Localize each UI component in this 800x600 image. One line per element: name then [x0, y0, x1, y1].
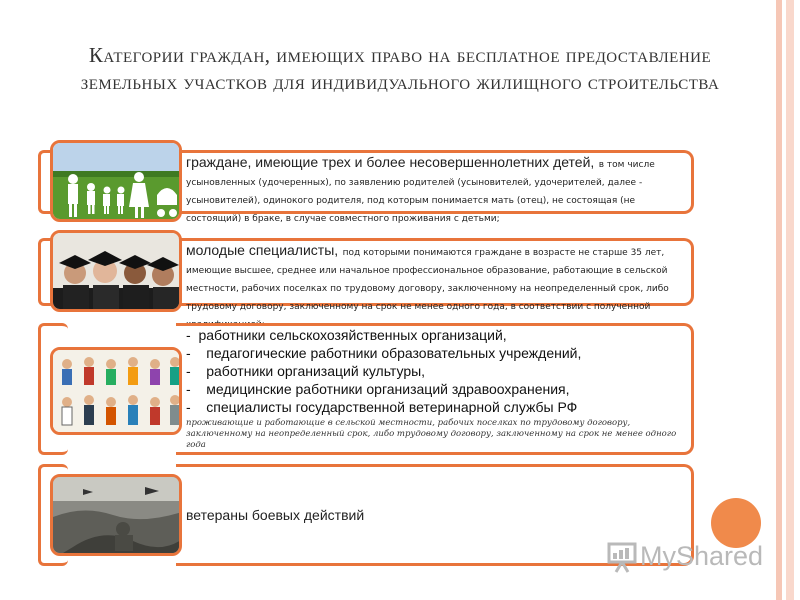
graduates-photo: [50, 230, 182, 312]
professions-illustration: [50, 347, 182, 435]
category-detail: под которыми понимаются граждане в возрасте не старше 35 лет, имеющие высшее, среднее или начальное профессиональное образование, работающие в сельской местности, рабочих поселках по трудовому договору, заключенному на неопределенный срок, либо трудовому договору, заключенному на срок не менее одного года, в соответствии с полученной: [186, 248, 669, 312]
veterans-photo: [50, 474, 182, 556]
presentation-board-icon: [606, 540, 640, 574]
list-item: - работники организаций культуры,: [186, 363, 426, 379]
decor-stripe: [786, 0, 794, 600]
decor-stripe: [776, 0, 782, 600]
slide-title: Категории граждан, имеющих право на бесплатное предоставление земельных участков для индивидуального жилищного строительства: [80, 43, 720, 94]
category-text: [186, 242, 690, 332]
category-list: [186, 326, 690, 451]
category-lead: молодые специалисты,: [186, 242, 339, 258]
family-photo: [50, 140, 182, 222]
list-item: - специалисты государственной ветеринарной службы РФ: [186, 399, 578, 415]
category-note: проживающие и работающие в сельской местности, рабочих поселках по трудовому договору, заключенному на неопределенный срок, либо трудовому договору, заключенному на срок не менее одного года: [186, 418, 677, 450]
category-text: [186, 507, 364, 525]
logo-text: MyShared: [640, 541, 764, 571]
category-lead: ветераны боевых действий: [186, 507, 365, 523]
category-detail: в том числе усыновленных (удочеренных), по заявлению родителей (усыновителей, удочерителей, далее - усыновителей), одинокого родителя, под которым понимается мать (отец), не состоящая (не состоящий) в браке, в случае совместного проживания с детьми;: [186, 160, 655, 224]
list-item: - медицинские работники организаций здравоохранения,: [186, 381, 570, 397]
category-lead: граждане, имеющие трех и более несовершеннолетних детей,: [186, 154, 595, 170]
list-item: - педагогические работники образовательных учреждений,: [186, 345, 582, 361]
list-item: - работники сельскохозяйственных организаций,: [186, 327, 507, 343]
category-text: [186, 154, 690, 226]
